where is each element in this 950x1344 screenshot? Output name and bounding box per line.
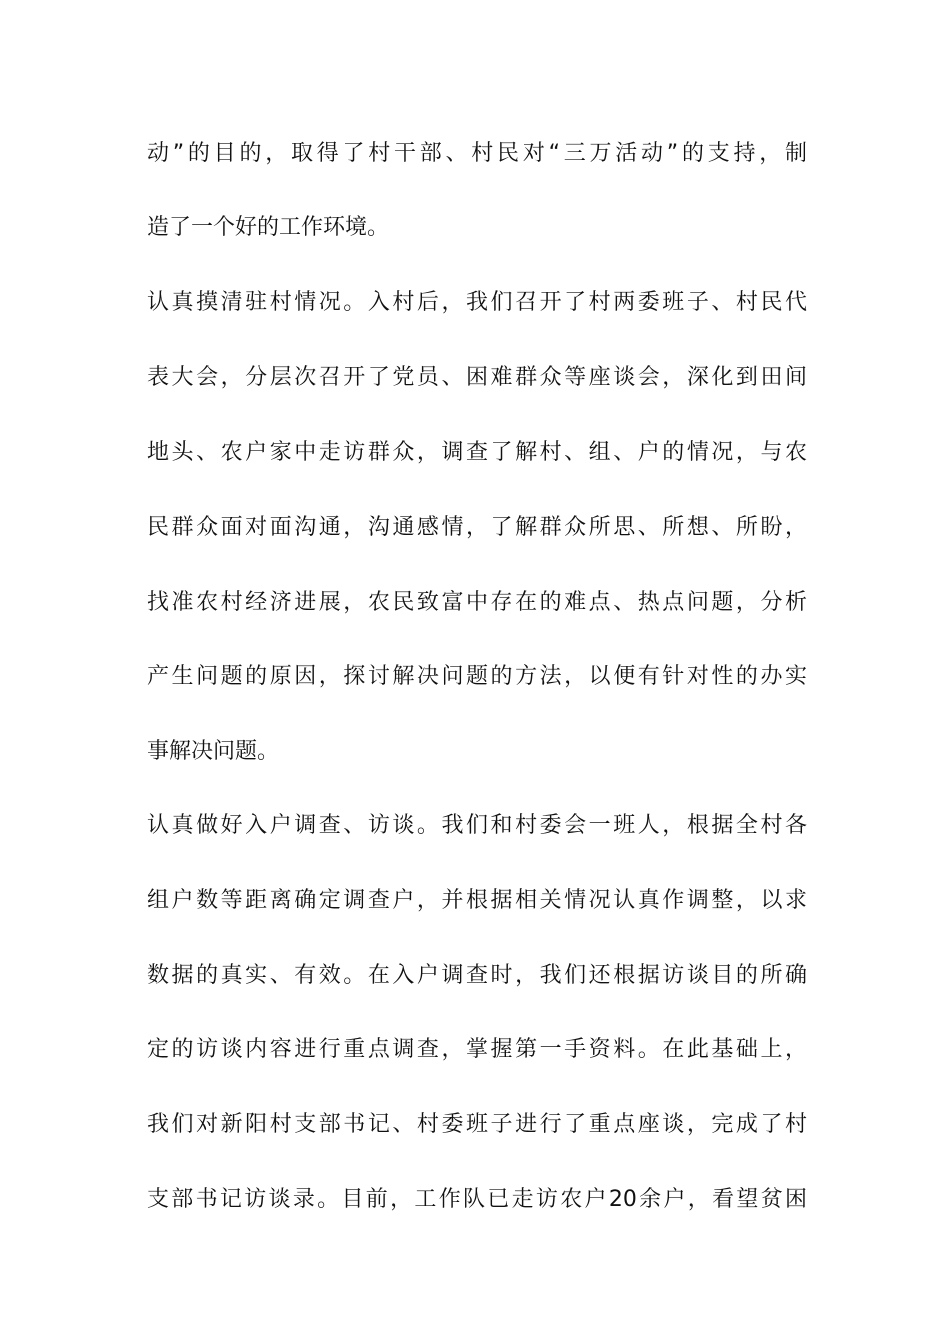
- paragraph-line-8: 产生问题的原因，探讨解决问题的方法，以便有针对性的办实: [147, 664, 807, 689]
- paragraph-line-13: 定的访谈内容进行重点调查，掌握第一手资料。在此基础上，: [147, 1037, 807, 1062]
- paragraph-line-10: 认真做好入户调查、访谈。我们和村委会一班人，根据全村各: [147, 813, 807, 838]
- paragraph-line-11: 组户数等距离确定调查户，并根据相关情况认真作调整，以求: [147, 888, 807, 913]
- paragraph-line-12: 数据的真实、有效。在入户调查时，我们还根据访谈目的所确: [147, 963, 807, 988]
- paragraph-line-14: 我们对新阳村支部书记、村委班子进行了重点座谈，完成了村: [147, 1112, 807, 1137]
- paragraph-line-5: 地头、农户家中走访群众，调查了解村、组、户的情况，与农: [147, 440, 807, 465]
- paragraph-line-6: 民群众面对面沟通，沟通感情，了解群众所思、所想、所盼，: [147, 515, 807, 540]
- paragraph-line-15: 支部书记访谈录。目前，工作队已走访农户20余户，看望贫困: [147, 1187, 807, 1212]
- paragraph-line-7: 找准农村经济进展，农民致富中存在的难点、热点问题，分析: [147, 590, 807, 615]
- paragraph-line-3: 认真摸清驻村情况。入村后，我们召开了村两委班子、村民代: [147, 290, 807, 315]
- paragraph-line-1: 动”的目的，取得了村干部、村民对“三万活动”的支持，制: [147, 141, 807, 166]
- paragraph-line-4: 表大会，分层次召开了党员、困难群众等座谈会，深化到田间: [147, 365, 807, 390]
- paragraph-line-2: 造了一个好的工作环境。: [147, 215, 390, 240]
- paragraph-line-9: 事解决问题。: [147, 739, 280, 764]
